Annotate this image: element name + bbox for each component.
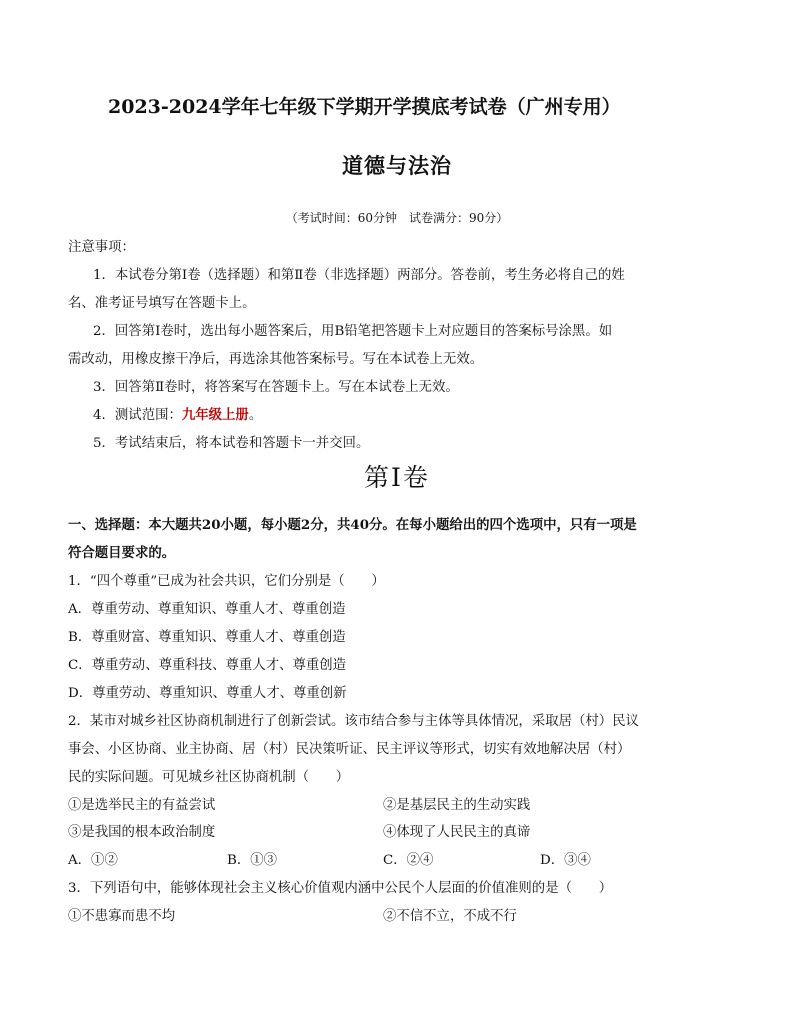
q3-statement-1: ①不患寡而患不均 [68,909,176,924]
section-title: 第Ⅰ卷 [364,463,430,492]
q1-option-a: A．尊重劳动、尊重知识、尊重人才、尊重创造 [68,602,346,617]
q1-option-b: B．尊重财富、尊重知识、尊重人才、尊重创造 [68,630,346,645]
q2-option-a: A．①② [68,853,118,868]
q1-stem: 1．“四个尊重”已成为社会共识，它们分别是（ ） [68,574,385,589]
q2-option-b: B．①③ [227,853,278,868]
q2-stem-line-3: 民的实际问题。可见城乡社区协商机制（ ） [68,770,350,785]
section-intro-line-2: 符合题目要求的。 [68,545,176,561]
subject-title: 道德与法治 [342,153,452,178]
q2-option-c: C．②④ [383,853,434,868]
note-1-line-2: 名、准考证号填写在答题卡上。 [68,296,256,311]
q2-statement-2: ②是基层民主的生动实践 [383,798,531,813]
q3-statement-2: ②不信不立，不成不行 [383,909,517,924]
exam-info: （考试时间：60分钟 试卷满分：90分） [285,211,509,225]
note-3: 3．回答第Ⅱ卷时，将答案写在答题卡上。写在本试卷上无效。 [93,380,459,395]
section-intro-line-1: 一、选择题：本大题共20小题，每小题2分，共40分。在每小题给出的四个选项中，只有一项是 [68,517,637,533]
q2-stem-line-2: 事会、小区协商、业主协商、居（村）民决策听证、民主评议等形式，切实有效地解决居（村） [68,742,631,757]
q2-stem-line-1: 2．某市对城乡社区协商机制进行了创新尝试。该市结合参与主体等具体情况，采取居（村）民议 [68,714,639,729]
notes-heading: 注意事项： [68,240,135,255]
q1-option-d: D．尊重劳动、尊重知识、尊重人才、尊重创新 [68,686,347,701]
q2-statement-3: ③是我国的根本政治制度 [68,825,216,840]
note-1-line-1: 1．本试卷分第Ⅰ卷（选择题）和第Ⅱ卷（非选择题）两部分。答卷前，考生务必将自己的姓 [93,268,625,283]
note-4 [93,404,753,423]
q2-statement-4: ④体现了人民民主的真谛 [383,825,531,840]
note-5: 5．考试结束后，将本试卷和答题卡一并交回。 [93,436,370,451]
test-range: 九年级上册 [181,407,249,423]
note-4-prefix: 4．测试范围： [93,408,182,423]
q1-option-c: C．尊重劳动、尊重科技、尊重人才、尊重创造 [68,658,347,673]
note-2-line-2: 需改动，用橡皮擦干净后，再选涂其他答案标号。写在本试卷上无效。 [68,352,484,367]
note-4-suffix: 。 [248,408,263,423]
note-2-line-1: 2．回答第Ⅰ卷时，选出每小题答案后，用B铅笔把答题卡上对应题目的答案标号涂黑。如 [93,324,613,339]
exam-title: 2023-2024学年七年级下学期开学摸底考试卷（广州专用） [108,96,621,118]
q3-stem: 3．下列语句中，能够体现社会主义核心价值观内涵中公民个人层面的价值准则的是（ ） [68,881,613,896]
q2-statement-1: ①是选举民主的有益尝试 [68,798,216,813]
q2-option-d: D．③④ [540,853,591,868]
